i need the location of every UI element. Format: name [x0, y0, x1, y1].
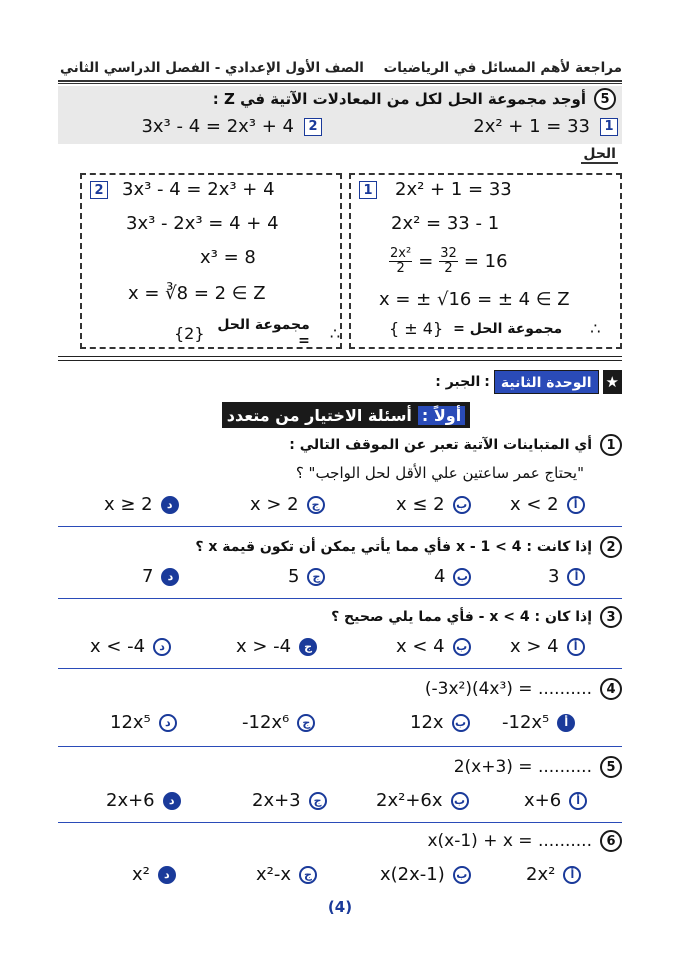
- option-letter: د: [153, 638, 171, 656]
- solution-1-answer-label: مجموعة الحل =: [453, 320, 563, 337]
- section-title-text: أسئلة الاختيار من متعدد: [226, 405, 412, 425]
- question-6-text: x(x-1) + x = ..........: [427, 831, 592, 851]
- question-divider: [58, 598, 622, 599]
- equation-1: [473, 116, 618, 137]
- solution-2-number: 2: [90, 181, 108, 199]
- solution-box-1: [349, 173, 622, 349]
- therefore-symbol: ∴: [329, 323, 340, 343]
- equation-2-number: 2: [304, 118, 322, 136]
- question-4: [425, 678, 622, 700]
- header-rule: [58, 80, 622, 84]
- question-4-option-d[interactable]: 12x⁵ د: [110, 712, 177, 733]
- therefore-symbol: ∴: [590, 319, 601, 338]
- option-letter: د: [161, 568, 179, 586]
- question-5-option-b[interactable]: 2x²+6x ب: [376, 790, 469, 811]
- question-5: [454, 756, 622, 778]
- option-letter: ج: [309, 792, 327, 810]
- solution-2-line-4: x = ∛8 = 2 ∈ Z: [128, 283, 266, 304]
- question-3: [331, 606, 622, 628]
- option-letter: ب: [453, 866, 471, 884]
- question-1-number: 1: [600, 434, 622, 456]
- solution-1-line-1: 2x² + 1 = 33: [395, 179, 512, 200]
- question-2-number: 2: [600, 536, 622, 558]
- equation-1-number: 1: [600, 118, 618, 136]
- option-letter: ب: [453, 638, 471, 656]
- question-2-option-a[interactable]: 3 أ: [548, 566, 585, 587]
- solution-1-line-3: $\frac{\text{2x²}}{2}$ = $\frac{32}{2}$ = 16: [390, 246, 508, 276]
- question-5-number: 5: [600, 756, 622, 778]
- question-6-option-d[interactable]: x² د: [132, 864, 176, 885]
- option-letter: ب: [453, 568, 471, 586]
- solution-1-line-2: 2x² = 33 - 1: [391, 213, 500, 234]
- solution-label: الحل: [583, 146, 616, 162]
- option-letter: د: [163, 792, 181, 810]
- equation-1-text: 2x² + 1 = 33: [473, 116, 590, 137]
- solution-1-answer-value: { ± 4}: [389, 319, 444, 338]
- question-6-option-b[interactable]: x(2x-1) ب: [380, 864, 471, 885]
- solution-1-answer: [389, 319, 600, 338]
- question-5-text: 2(x+3) = ..........: [453, 757, 592, 777]
- solution-1-fraction-a: $\frac{\text{2x²}}{2}$: [390, 246, 412, 276]
- equation-2-text: 3x³ - 4 = 2x³ + 4: [141, 116, 294, 137]
- header-title-right: مراجعة لأهم المسائل في الرياضيات: [383, 60, 622, 76]
- solution-2-line-1: 3x³ - 4 = 2x³ + 4: [122, 179, 275, 200]
- option-letter: أ: [563, 866, 581, 884]
- question-5-option-a[interactable]: x+6 أ: [524, 790, 587, 811]
- option-letter: ب: [453, 496, 471, 514]
- question-3-number: 3: [600, 606, 622, 628]
- question-1-option-c[interactable]: x > 2 ج: [250, 494, 325, 515]
- question-5-number: 5: [594, 88, 616, 110]
- option-letter: ج: [299, 638, 317, 656]
- solution-2-answer-value: {2}: [174, 323, 205, 343]
- question-1-scenario: [296, 464, 584, 482]
- option-letter: ب: [451, 792, 469, 810]
- question-5-option-d[interactable]: 2x+6 د: [106, 790, 181, 811]
- question-3-option-d[interactable]: x < -4 د: [90, 636, 171, 657]
- option-letter: أ: [567, 496, 585, 514]
- option-letter: د: [158, 866, 176, 884]
- question-1-option-a[interactable]: x < 2 أ: [510, 494, 585, 515]
- unit-colon: :: [484, 374, 490, 390]
- question-5-box: [58, 86, 622, 144]
- question-6-option-a[interactable]: 2x² أ: [526, 864, 581, 885]
- question-divider: [58, 668, 622, 669]
- question-4-text: (-3x²)(4x³) = ..........: [424, 679, 592, 699]
- question-3-option-b[interactable]: x < 4 ب: [396, 636, 471, 657]
- question-3-option-a[interactable]: x > 4 أ: [510, 636, 585, 657]
- question-2-text: إذا كانت : 4 > 1 - x فأي مما يأتي يمكن أن تكون قيمة x ؟: [195, 539, 592, 555]
- option-letter: أ: [569, 792, 587, 810]
- solution-2-answer: [174, 317, 340, 349]
- solution-1-line-4: x = ± √16 = ± 4 ∈ Z: [379, 289, 570, 310]
- question-6-option-c[interactable]: x²-x ج: [256, 864, 317, 885]
- solution-2-answer-label: مجموعة الحل =: [217, 317, 310, 349]
- unit-header: [435, 370, 622, 394]
- solution-2-line-2: 3x³ - 2x³ = 4 + 4: [126, 213, 279, 234]
- unit-topic: الجبر :: [435, 374, 481, 390]
- question-6: [427, 830, 622, 852]
- option-letter: ج: [297, 714, 315, 732]
- question-4-option-a[interactable]: -12x⁵ أ: [502, 712, 575, 733]
- question-5-option-c[interactable]: 2x+3 ج: [252, 790, 327, 811]
- equation-2: [141, 116, 322, 137]
- question-2-option-d[interactable]: 7 د: [142, 566, 179, 587]
- question-2-option-c[interactable]: 5 ج: [288, 566, 325, 587]
- question-1-option-d[interactable]: x ≥ 2 د: [104, 494, 179, 515]
- question-4-option-b[interactable]: 12x ب: [410, 712, 470, 733]
- unit-label: الوحدة الثانية: [494, 370, 599, 394]
- option-letter: ج: [307, 568, 325, 586]
- question-5-prompt: أوجد مجموعة الحل لكل من المعادلات الآتية في Z :: [212, 90, 586, 108]
- question-1: [289, 434, 622, 456]
- question-2-option-b[interactable]: 4 ب: [434, 566, 471, 587]
- star-icon: ★: [603, 370, 622, 394]
- solution-2-line-3: x³ = 8: [200, 247, 256, 268]
- option-letter: أ: [567, 638, 585, 656]
- section-first: أولاً :: [418, 406, 465, 425]
- question-5-prompt-row: [213, 88, 616, 110]
- option-letter: ب: [452, 714, 470, 732]
- option-letter: د: [159, 714, 177, 732]
- option-letter: د: [161, 496, 179, 514]
- solution-box-2: [80, 173, 342, 349]
- solution-1-fraction-b: $\frac{32}{2}$: [440, 246, 457, 276]
- question-divider: [58, 746, 622, 747]
- question-2: [195, 536, 622, 558]
- question-4-number: 4: [600, 678, 622, 700]
- option-letter: ج: [299, 866, 317, 884]
- question-6-number: 6: [600, 830, 622, 852]
- question-divider: [58, 822, 622, 823]
- solution-1-number: 1: [359, 181, 377, 199]
- option-letter: ج: [307, 496, 325, 514]
- question-divider: [58, 526, 622, 527]
- page-number: (4): [327, 898, 353, 916]
- option-letter: أ: [557, 714, 575, 732]
- question-3-option-c[interactable]: x > -4 ج: [236, 636, 317, 657]
- question-1-scenario-text: "يحتاج عمر ساعتين علي الأقل لحل الواجب" ؟: [295, 464, 584, 482]
- option-letter: أ: [567, 568, 585, 586]
- question-1-option-b[interactable]: x ≤ 2 ب: [396, 494, 471, 515]
- question-3-text: إذا كان : 4 > x - فأي مما يلي صحيح ؟: [331, 609, 592, 625]
- header-title-left: الصف الأول الإعدادي - الفصل الدراسي الثاني: [60, 60, 364, 76]
- page-header: [60, 56, 622, 80]
- question-1-text: أي المتباينات الآتية تعبر عن الموقف التالي :: [289, 437, 592, 453]
- section-title: [222, 402, 470, 428]
- question-4-option-c[interactable]: -12x⁶ ج: [242, 712, 315, 733]
- section-divider: [58, 356, 622, 361]
